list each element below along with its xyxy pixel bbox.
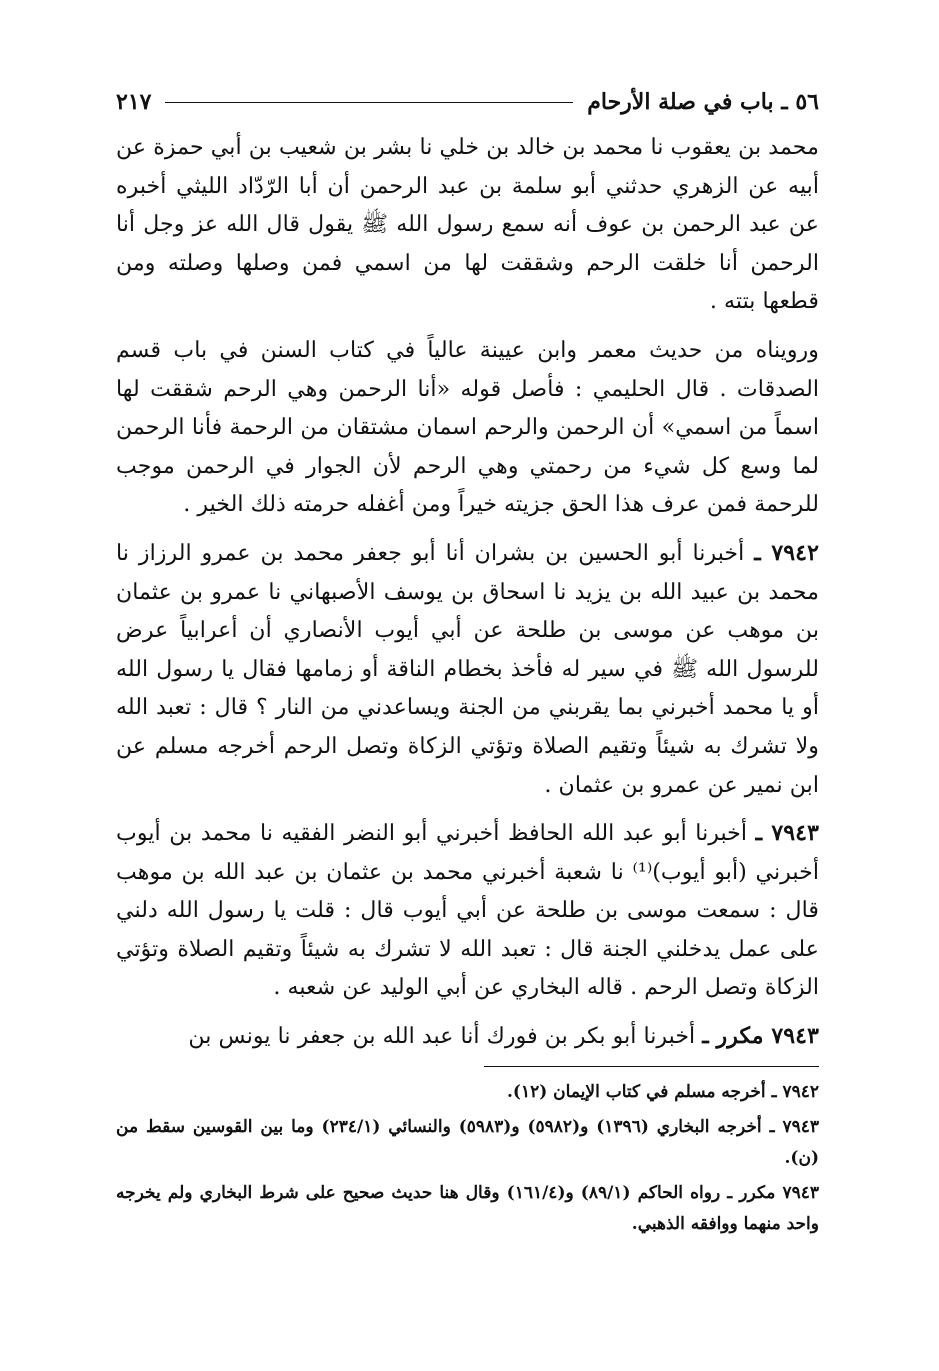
paragraph-text: محمد بن يعقوب نا محمد بن خالد بن خلي نا بشر بن شعيب بن أبي حمزة عن أبيه عن الزهري حدثني أبو سلمة بن عبد الرحمن أن أبا الرّدّاد الليثي أخبره عن عبد الرحمن بن عوف أنه سمع رسول الله ﷺ يقول قال الله عز وجل أنا الرحمن أنا خلقت الرحم وشققت لها من اسمي فمن وصلها وصلته ومن قطعها بتته . — [116, 134, 819, 315]
main-text — [116, 128, 819, 1056]
hadith-number: ٧٩٤٣ ـ — [755, 820, 819, 847]
paragraph-text: أخبرنا أبو الحسين بن بشران أنا أبو جعفر محمد بن عمرو الرزاز نا محمد بن عبيد الله بن يزيد نا اسحاق بن يوسف الأصبهاني نا عمرو بن عثمان بن موهب عن موسى بن طلحة عن أبي أيوب الأنصاري أن أعرابياً عرض للرسول الله ﷺ في سير له فأخذ بخطام الناقة أو زمامها فقال يا رسول الله أو يا محمد أخبرني بما يقربني من الجنة ويساعدني من النار ؟ قال : تعبد الله ولا تشرك به شيئاً وتقيم الصلاة وتؤتي الزكاة وتصل الرحم أخرجه مسلم عن ابن نمير عن عمرو بن عثمان . — [116, 539, 819, 798]
paragraph — [116, 128, 819, 321]
paragraph-text: أخبرنا أبو بكر بن فورك أنا عبد الله بن جعفر نا يونس بن — [188, 1023, 696, 1050]
header-rule — [165, 102, 573, 103]
paragraph — [116, 331, 819, 524]
footnotes — [116, 1077, 819, 1240]
footnote: ٧٩٤٣ مكرر ـ رواه الحاكم (٨٩/١) و(١٦١/٤) وقال هنا حديث صحيح على شرط البخاري ولم يخرجه واحد منهما ووافقه الذهبي. — [116, 1182, 819, 1234]
footnote: ٧٩٤٣ ـ أخرجه البخاري (١٣٩٦) و(٥٩٨٢) و(٥٩٨٣) والنسائي (٢٣٤/١) وما بين القوسين سقط من (ن). — [116, 1116, 820, 1168]
footnote-separator — [484, 1066, 819, 1067]
footnote: ٧٩٤٢ ـ أخرجه مسلم في كتاب الإيمان (١٢). — [506, 1081, 819, 1102]
paragraph — [116, 1017, 819, 1056]
paragraph — [116, 814, 819, 1007]
page-number: ٢١٧ — [116, 89, 152, 115]
hadith-number: ٧٩٤٢ ـ — [754, 539, 819, 566]
page-header — [116, 82, 819, 122]
paragraph-text: أخبرنا أبو عبد الله الحافظ أخبرني أبو النضر الفقيه نا محمد بن أيوب أخبرني (أبو أيوب)⁽¹⁾ نا شعبة أخبرني محمد بن عثمان بن عبد الله بن موهب قال : سمعت موسى بن طلحة عن أبي أيوب قال : قلت يا رسول الله دلني على عمل يدخلني الجنة قال : تعبد الله لا تشرك به شيئاً وتقيم الصلاة وتؤتي الزكاة وتصل الرحم . قاله البخاري عن أبي الوليد عن شعبه . — [116, 820, 819, 1001]
paragraph — [116, 534, 819, 804]
chapter-title: ٥٦ ـ باب في صلة الأرحام — [587, 89, 819, 115]
hadith-number: ٧٩٤٣ مكرر ـ — [702, 1023, 819, 1050]
paragraph-text: ورويناه من حديث معمر وابن عيينة عالياً في كتاب السنن في باب قسم الصدقات . قال الحليمي : فأصل قوله «أنا الرحمن وهي الرحم شققت لها اسماً من اسمي» أن الرحمن والرحم اسمان مشتقان من الرحمة فأنا الرحمن لما وسع كل شيء من رحمتي وهي الرحم لأن الجوار في الرحمن موجب للرحمة فمن عرف هذا الحق جزيته خيراً ومن أغفله حرمته ذلك الخير . — [116, 336, 819, 518]
